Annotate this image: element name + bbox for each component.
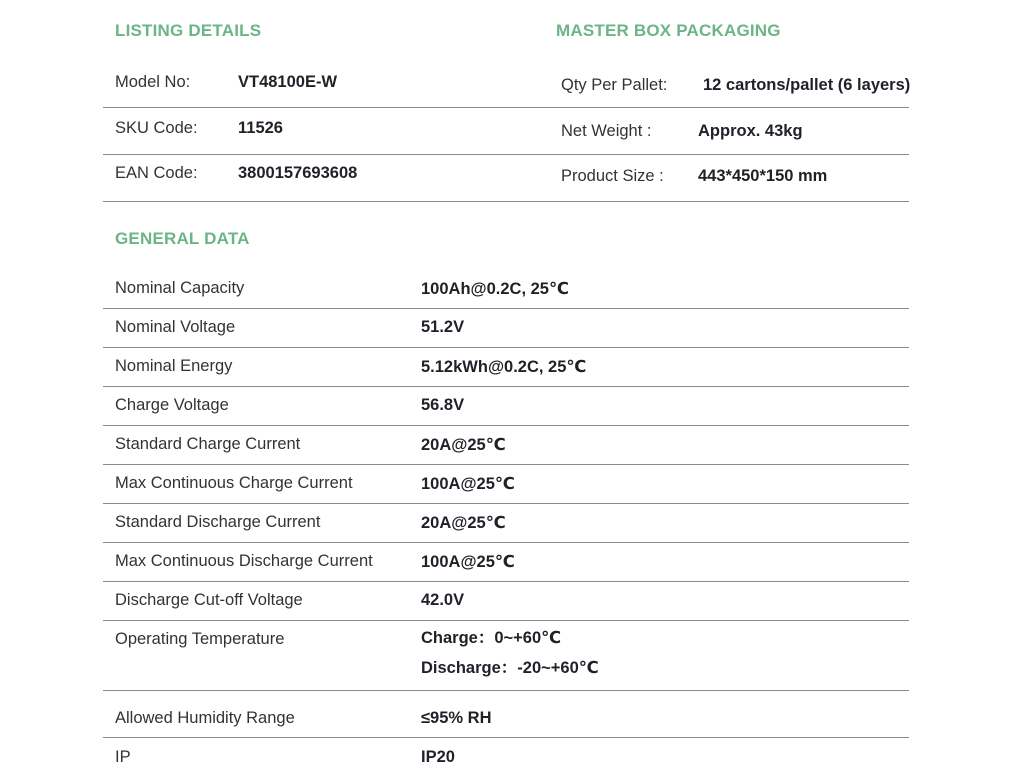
listing-details-title: LISTING DETAILS [115,21,262,40]
divider [103,425,909,426]
discharge-cutoff-voltage-value: 42.0V [421,591,465,609]
qty-per-pallet-value: 12 cartons/pallet (6 layers) [703,76,911,94]
sku-code-label: SKU Code: [115,119,198,137]
operating-temperature-label: Operating Temperature [115,630,285,648]
general-data-title: GENERAL DATA [115,229,250,248]
sku-code-value: 11526 [238,119,283,137]
max-continuous-charge-current-label: Max Continuous Charge Current [115,474,353,492]
standard-discharge-current-value: 20A@25℃ [421,514,506,532]
divider [103,737,909,738]
divider [103,308,909,309]
nominal-energy-value: 5.12kWh@0.2C, 25℃ [421,358,587,376]
divider [103,581,909,582]
model-no-value: VT48100E-W [238,73,338,91]
ean-code-value: 3800157693608 [238,164,358,182]
standard-charge-current-value: 20A@25℃ [421,436,506,454]
operating-temperature-value [421,623,599,683]
charge-temperature-range: Charge：0~+60℃ [421,629,562,647]
max-continuous-charge-current-value: 100A@25℃ [421,475,515,493]
charge-voltage-label: Charge Voltage [115,396,229,414]
divider [103,542,909,543]
nominal-capacity-value: 100Ah@0.2C, 25℃ [421,280,569,298]
nominal-voltage-label: Nominal Voltage [115,318,236,336]
divider [103,154,909,155]
divider [103,107,909,108]
charge-voltage-value: 56.8V [421,396,465,414]
product-size-label: Product Size : [561,167,664,185]
net-weight-value: Approx. 43kg [698,122,803,140]
divider [103,503,909,504]
net-weight-label: Net Weight : [561,122,652,140]
nominal-energy-label: Nominal Energy [115,357,233,375]
standard-charge-current-label: Standard Charge Current [115,435,301,453]
ip-rating-value: IP20 [421,748,455,766]
discharge-cutoff-voltage-label: Discharge Cut-off Voltage [115,591,303,609]
divider [103,201,909,202]
max-continuous-discharge-current-label: Max Continuous Discharge Current [115,552,373,570]
allowed-humidity-range-value: ≤95% RH [421,709,492,727]
allowed-humidity-range-label: Allowed Humidity Range [115,709,295,727]
ean-code-label: EAN Code: [115,164,198,182]
divider [103,690,909,691]
max-continuous-discharge-current-value: 100A@25℃ [421,553,515,571]
nominal-capacity-label: Nominal Capacity [115,279,245,297]
model-no-label: Model No: [115,73,191,91]
discharge-temperature-range: Discharge：-20~+60℃ [421,659,599,677]
ip-rating-label: IP [115,748,131,766]
standard-discharge-current-label: Standard Discharge Current [115,513,321,531]
divider [103,386,909,387]
divider [103,620,909,621]
qty-per-pallet-label: Qty Per Pallet: [561,76,668,94]
master-box-packaging-title: MASTER BOX PACKAGING [556,21,781,40]
divider [103,347,909,348]
product-size-value: 443*450*150 mm [698,167,828,185]
nominal-voltage-value: 51.2V [421,318,465,336]
divider [103,464,909,465]
